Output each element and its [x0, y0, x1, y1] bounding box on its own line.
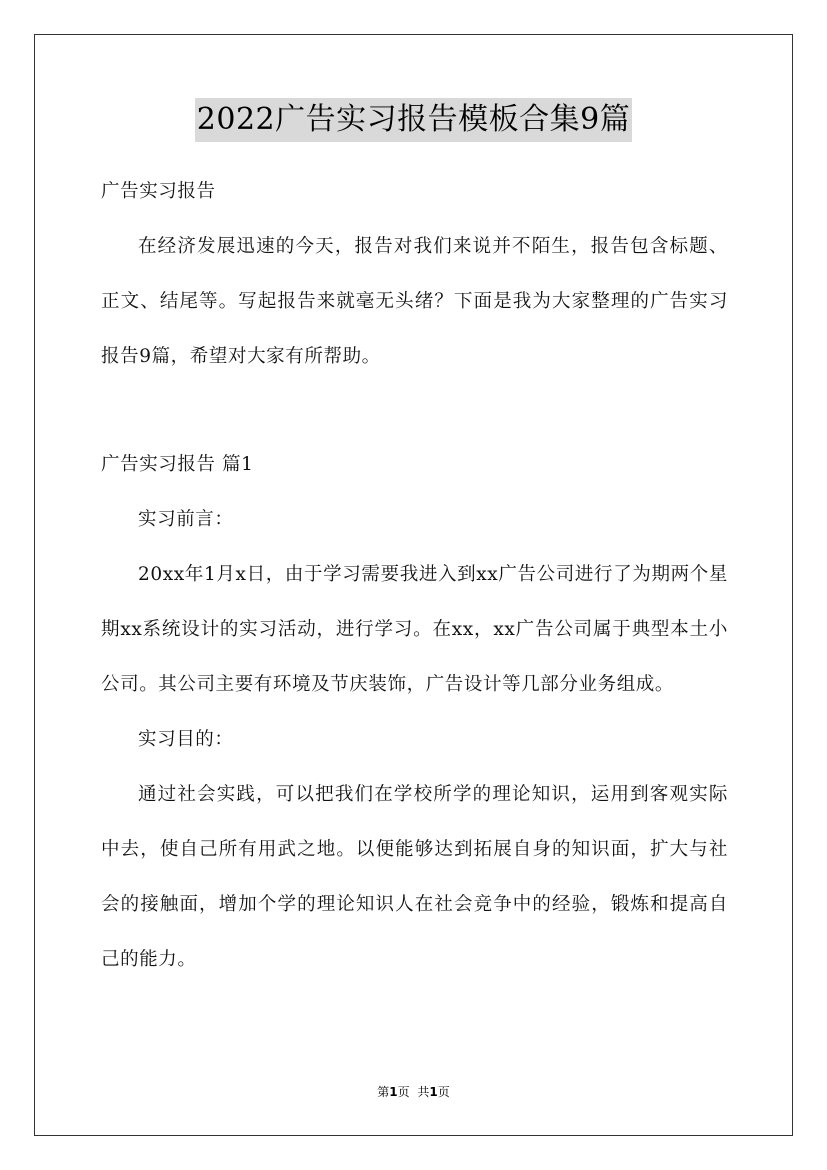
subheading: 实习前言：: [138, 509, 234, 530]
document-body: [101, 164, 728, 987]
title-container: [0, 98, 827, 142]
section-heading: 广告实习报告 篇1: [101, 454, 254, 475]
body-paragraph: 通过社会实践，可以把我们在学校所学的理论知识，运用到客观实际中去，使自己所有用武之地。以便能够达到拓展自身的知识面，扩大与社会的接触面，增加个学的理论知识人在社会竞争中的经验，锻炼和提高自己的能力。: [101, 784, 728, 970]
page-label-suffix: 页: [397, 1085, 410, 1099]
current-page-number: 1: [389, 1085, 398, 1099]
section-heading: 广告实习报告: [101, 181, 216, 202]
document-title: 2022广告实习报告模板合集9篇: [195, 98, 632, 142]
total-page-number: 1: [429, 1085, 438, 1099]
intro-paragraph: 在经济发展迅速的今天，报告对我们来说并不陌生，报告包含标题、正文、结尾等。写起报告来就毫无头绪？下面是我为大家整理的广告实习报告9篇，希望对大家有所帮助。: [101, 236, 728, 367]
paragraph-gap: [101, 384, 728, 437]
body-paragraph: 20xx年1月x日，由于学习需要我进入到xx广告公司进行了为期两个星期xx系统设计的实习活动，进行学习。在xx，xx广告公司属于典型本土小公司。其公司主要有环境及节庆装饰，广告设计等几部分业务组成。: [101, 564, 728, 695]
subheading: 实习目的：: [138, 729, 234, 750]
page-footer: [0, 1083, 827, 1100]
total-label-suffix: 页: [437, 1085, 450, 1099]
page-label-prefix: 第: [377, 1085, 390, 1099]
total-label-prefix: 共: [417, 1085, 430, 1099]
